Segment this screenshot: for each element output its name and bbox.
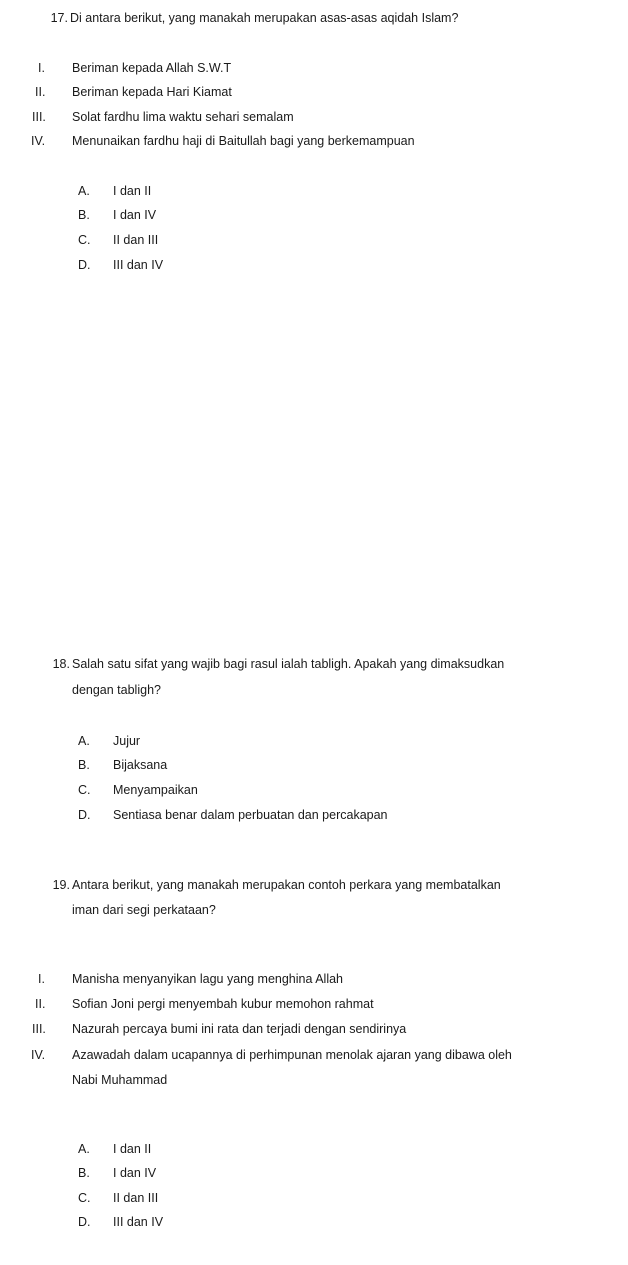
statement-item-continued (0, 1068, 628, 1092)
answer-option-b[interactable] (0, 753, 628, 777)
statement-numeral: II. (35, 997, 46, 1011)
answer-option-d[interactable] (0, 253, 628, 277)
option-text: Jujur (113, 734, 141, 748)
statement-numeral: III. (32, 110, 46, 124)
option-letter: B. (78, 758, 90, 772)
option-text: I dan II (113, 184, 152, 198)
question-19-stem-line-1 (0, 873, 628, 897)
option-text: II dan III (113, 233, 159, 247)
option-letter: B. (78, 1166, 90, 1180)
statement-item (0, 1043, 628, 1067)
statement-item (0, 105, 628, 129)
statement-text: Beriman kepada Allah S.W.T (72, 61, 232, 75)
answer-option-d[interactable] (0, 1210, 628, 1234)
option-text: III dan IV (113, 258, 164, 272)
statement-text-continued: Nabi Muhammad (72, 1073, 168, 1087)
statement-item (0, 1017, 628, 1041)
option-letter: C. (78, 233, 91, 247)
answer-option-a[interactable] (0, 179, 628, 203)
option-text: Sentiasa benar dalam perbuatan dan percakapan (113, 808, 388, 822)
statement-item (0, 967, 628, 991)
option-text: I dan II (113, 1142, 152, 1156)
option-text: II dan III (113, 1191, 159, 1205)
statement-text: Sofian Joni pergi menyembah kubur memohon rahmat (72, 997, 374, 1011)
statement-text: Azawadah dalam ucapannya di perhimpunan menolak ajaran yang dibawa oleh (72, 1048, 512, 1062)
option-letter: A. (78, 1142, 90, 1156)
option-text: III dan IV (113, 1215, 164, 1229)
option-text: I dan IV (113, 208, 157, 222)
statement-text: Nazurah percaya bumi ini rata dan terjadi dengan sendirinya (72, 1022, 407, 1036)
statement-item (0, 129, 628, 153)
option-letter: D. (78, 258, 91, 272)
statement-text: Menunaikan fardhu haji di Baitullah bagi yang berkemampuan (72, 134, 415, 148)
option-text: Bijaksana (113, 758, 168, 772)
statement-text: Solat fardhu lima waktu sehari semalam (72, 110, 294, 124)
statement-numeral: I. (38, 61, 45, 75)
question-18-stem-line-1 (0, 652, 628, 676)
answer-option-a[interactable] (0, 1137, 628, 1161)
question-17-stem-line (0, 6, 628, 30)
option-letter: C. (78, 783, 91, 797)
question-text-continued: iman dari segi perkataan? (72, 903, 216, 917)
answer-option-a[interactable] (0, 729, 628, 753)
question-text: Di antara berikut, yang manakah merupakan asas-asas aqidah Islam? (70, 11, 459, 25)
question-number: 18. (52, 657, 70, 671)
statement-text: Beriman kepada Hari Kiamat (72, 85, 232, 99)
option-letter: A. (78, 184, 90, 198)
statement-numeral: I. (38, 972, 45, 986)
answer-option-b[interactable] (0, 203, 628, 227)
option-text: I dan IV (113, 1166, 157, 1180)
answer-option-c[interactable] (0, 1186, 628, 1210)
question-number: 19. (52, 878, 70, 892)
question-text-continued: dengan tabligh? (72, 683, 161, 697)
answer-option-c[interactable] (0, 778, 628, 802)
option-letter: A. (78, 734, 90, 748)
question-number: 17. (50, 11, 68, 25)
statement-numeral: IV. (31, 134, 46, 148)
statement-item (0, 992, 628, 1016)
answer-option-c[interactable] (0, 228, 628, 252)
statement-item (0, 80, 628, 104)
statement-item (0, 56, 628, 80)
answer-option-d[interactable] (0, 803, 628, 827)
question-18-stem-line-2 (0, 678, 628, 702)
statement-numeral: II. (35, 85, 46, 99)
question-19-stem-line-2 (0, 898, 628, 922)
statement-text: Manisha menyanyikan lagu yang menghina Allah (72, 972, 344, 986)
question-text: Salah satu sifat yang wajib bagi rasul ialah tabligh. Apakah yang dimaksudkan (72, 657, 505, 671)
answer-option-b[interactable] (0, 1161, 628, 1185)
statement-numeral: IV. (31, 1048, 46, 1062)
question-text: Antara berikut, yang manakah merupakan contoh perkara yang membatalkan (72, 878, 501, 892)
option-letter: C. (78, 1191, 91, 1205)
option-letter: D. (78, 1215, 91, 1229)
option-letter: B. (78, 208, 90, 222)
option-letter: D. (78, 808, 91, 822)
option-text: Menyampaikan (113, 783, 198, 797)
statement-numeral: III. (32, 1022, 46, 1036)
